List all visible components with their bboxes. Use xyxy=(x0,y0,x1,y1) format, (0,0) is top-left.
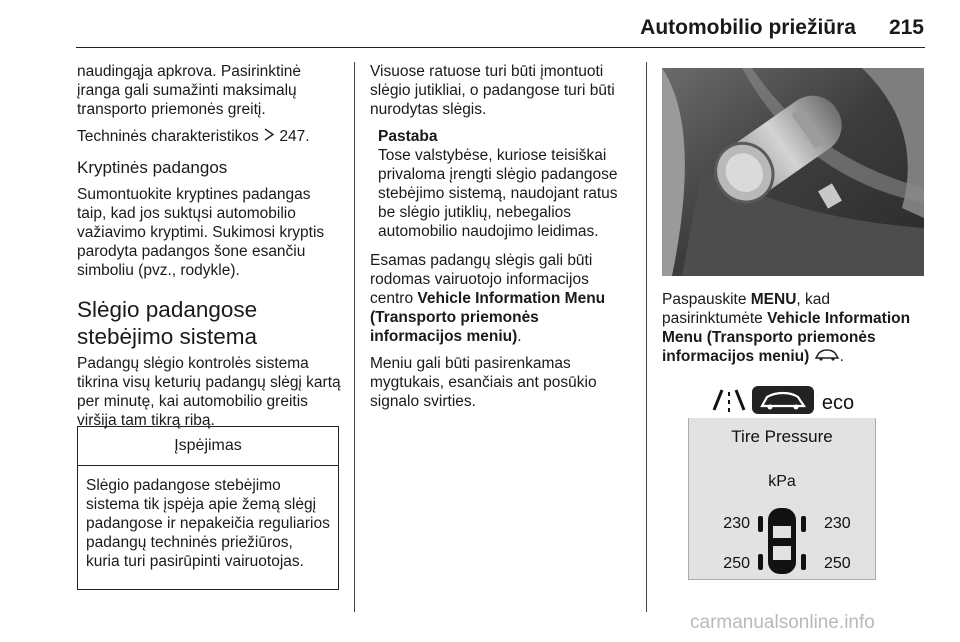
column-left xyxy=(77,62,343,438)
watermark: carmanualsonline.info xyxy=(690,612,875,633)
column-divider-1 xyxy=(354,62,355,612)
paragraph-buttons: Meniu gali būti pasirenkamas mygtukais, esančiais ant posūkio signalo svirties. xyxy=(370,355,597,410)
tyre-rear-right-value: 250 xyxy=(824,555,851,572)
warning-body: Slėgio padangose stebėjimo sistema tik įspėja apie žemą slėgį padangose ir nepakeičia reguliarios padangų techninės priežiūros, kuria turi pasirūpinti vairuotojas. xyxy=(86,477,330,570)
paragraph-tpms: Padangų slėgio kontrolės sistema tikrina visų keturių padangų slėgį kartą per minutę, kai automobilio greitis viršija tam tikrą ribą. xyxy=(77,355,341,430)
paragraph-press-menu: Paspauskite MENU, kad pasirinktumėte Vehicle Information Menu (Transporto priemonės informacijos meniu) . xyxy=(662,291,911,365)
eco-tab: eco xyxy=(821,392,855,414)
car-menu-icon xyxy=(814,347,840,366)
header-rule xyxy=(76,47,925,48)
note-title: Pastaba xyxy=(378,128,438,145)
vehicle-info-menu-term: Vehicle Information Menu (Transporto priemonės informacijos meniu) xyxy=(370,290,606,345)
paragraph-load: naudingąja apkrova. Pasirinktinė įranga gali sumažinti maksimalų transporto priemonės greitį. xyxy=(77,63,302,118)
column-right xyxy=(662,290,924,374)
warning-box xyxy=(77,426,339,590)
tyre-front-left-value: 230 xyxy=(723,515,750,532)
column-divider-2 xyxy=(646,62,647,612)
paragraph-display: Esamas padangų slėgis gali būti rodomas vairuotojo informacijos centro Vehicle Information Menu (Transporto priemonės informacijos meniu). xyxy=(370,252,606,345)
paragraph-directional: Sumontuokite kryptines padangas taip, kad jos suktųsi automobilio važiavimo kryptimi. Sukimosi kryptis parodyta padangos šone esančiu simboliu (pvz., rodykle). xyxy=(77,186,325,280)
page-number: 215 xyxy=(888,16,924,39)
menu-button-term: MENU xyxy=(750,291,797,308)
header-title: Automobilio priežiūra xyxy=(640,16,856,39)
page-ref-link[interactable]: 247. xyxy=(279,128,310,145)
heading-tpms: Slėgio padangose stebėjimo sistema xyxy=(77,297,258,350)
paragraph-tech-ref: Techninės charakteristikos 247. xyxy=(77,128,310,145)
tire-pressure-display xyxy=(688,382,876,580)
page-ref-icon xyxy=(263,127,275,146)
warning-title: Įspėjimas xyxy=(78,427,338,466)
heading-directional-tyres: Kryptinės padangos xyxy=(77,158,228,178)
pressure-unit: kPa xyxy=(768,473,796,490)
tire-pressure-title: Tire Pressure xyxy=(731,427,833,446)
paragraph-sensors: Visuose ratuose turi būti įmontuoti slėgio jutikliai, o padangose turi būti nurodytas slėgis. xyxy=(370,63,615,118)
tyre-front-right-value: 230 xyxy=(824,515,851,532)
note-body: Tose valstybėse, kuriose teisiškai privaloma įrengti slėgio padangose stebėjimo sistemą, naudojant ratus be slėgio jutiklių, nebegalios automobilio naudojimo leidimas. xyxy=(378,147,618,240)
stalk-photo xyxy=(662,68,924,276)
tyre-rear-left-value: 250 xyxy=(723,555,750,572)
column-middle xyxy=(370,62,632,419)
vehicle-info-menu-term-2: Vehicle Information Menu (Transporto priemonės informacijos meniu) xyxy=(662,310,911,365)
